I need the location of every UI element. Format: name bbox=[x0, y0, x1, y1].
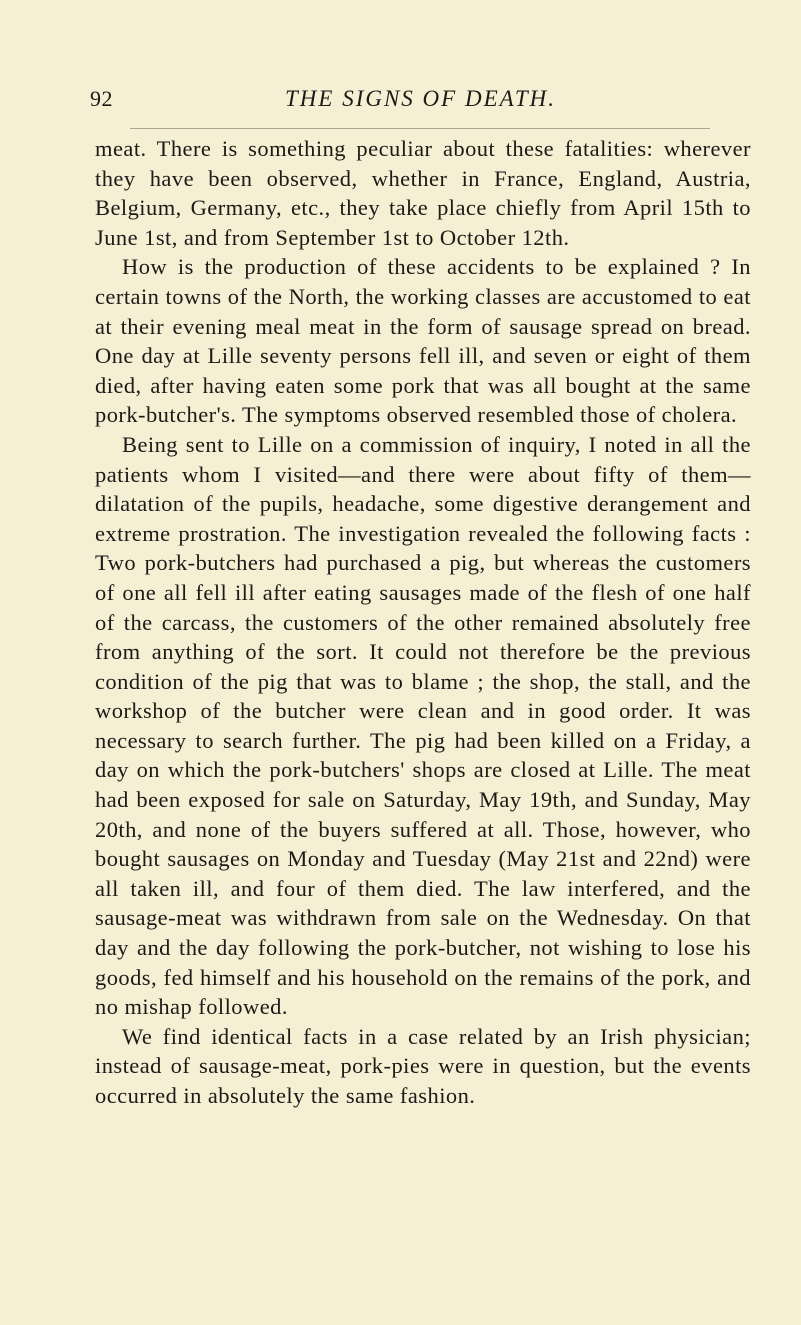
paragraph-explanation: How is the production of these accidents to be explained ? In certain towns of the North, the working classes are accustomed to eat at their evening meal meat in the form of sausage spread on bread. One day at Lille seventy persons fell ill, and seven or eight of them died, after having eaten some pork that was all bought at the same pork-butcher's. The symptoms observed resembled those of cholera. bbox=[95, 254, 751, 428]
running-title: THE SIGNS OF DEATH. bbox=[285, 86, 556, 111]
page-number: 92 bbox=[90, 86, 113, 111]
body-text bbox=[95, 134, 751, 1111]
paragraph-irish-case: We find identical facts in a case related by an Irish physician; instead of sausage-meat, pork-pies were in question, but the events occurred in absolutely the same fashion. bbox=[95, 1023, 751, 1108]
header-rule bbox=[130, 128, 710, 129]
page-header bbox=[90, 86, 710, 122]
paragraph-continuation: meat. There is something peculiar about these fatalities: wherever they have been observed, whether in France, England, Austria, Belgium, Germany, etc., they take place chiefly from April 15th to June 1st, and from September 1st to October 12th. bbox=[95, 136, 751, 250]
paragraph-inquiry: Being sent to Lille on a commission of inquiry, I noted in all the patients whom I visited—and there were about fifty of them—dilatation of the pupils, headache, some digestive derangement and extreme prostration. The investigation revealed the following facts : Two pork-butchers had purchased a pig, but whereas the customers of one all fell ill after eating sausages made of the flesh of one half of the carcass, the customers of the other remained absolutely free from anything of the sort. It could not therefore be the previous condition of the pig that was to blame ; the shop, the stall, and the workshop of the butcher were clean and in good order. It was necessary to search further. The pig had been killed on a Friday, a day on which the pork-butchers' shops are closed at Lille. The meat had been exposed for sale on Saturday, May 19th, and Sunday, May 20th, and none of the buyers suffered at all. Those, however, who bought sausages on Monday and Tuesday (May 21st and 22nd) were all taken ill, and four of them died. The law interfered, and the sausage-meat was withdrawn from sale on the Wednesday. On that day and the day following the pork-butcher, not wishing to lose his goods, fed himself and his household on the remains of the pork, and no mishap followed. bbox=[95, 431, 751, 1020]
